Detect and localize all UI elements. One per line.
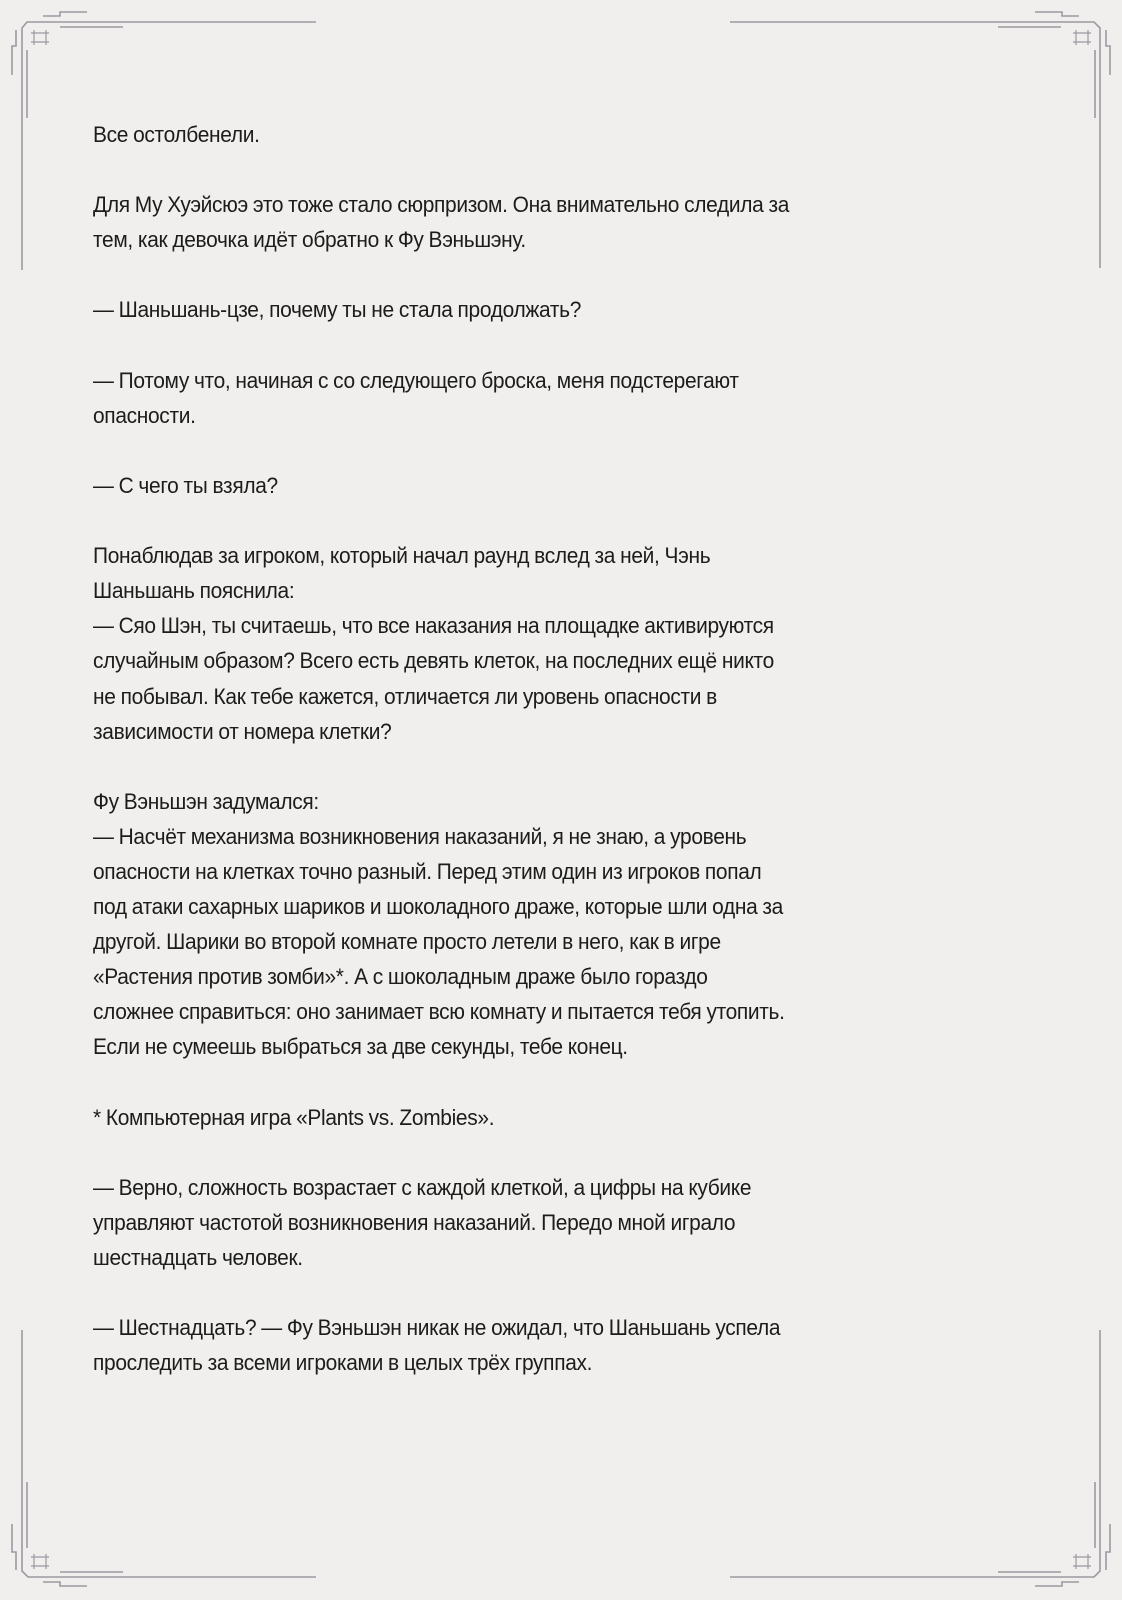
text-line: Понаблюдав за игроком, который начал раунд вслед за ней, Чэнь (93, 543, 711, 569)
paragraph (93, 538, 967, 749)
page-body-text (93, 117, 967, 1380)
square-glyph-icon (31, 1554, 49, 1569)
text-line: зависимости от номера клетки? (93, 718, 392, 744)
text-line: другой. Шарики во второй комнате просто летели в него, как в игре (93, 929, 721, 955)
square-glyph-icon (1073, 30, 1091, 45)
square-glyph-icon (31, 30, 49, 45)
text-line: Шаньшань пояснила: (93, 578, 295, 604)
footnote (93, 1100, 967, 1135)
text-line: — Шаньшань-цзе, почему ты не стала продолжать? (93, 297, 582, 323)
text-line: тем, как девочка идёт обратно к Фу Вэньшэну. (93, 227, 526, 253)
square-glyph-icon (1073, 1554, 1091, 1569)
text-line: случайным образом? Всего есть девять клеток, на последних ещё никто (93, 648, 774, 674)
text-line: проследить за всеми игроками в целых трёх группах. (93, 1350, 593, 1376)
text-line: — С чего ты взяла? (93, 472, 278, 498)
text-line: — Шестнадцать? — Фу Вэньшэн никак не ожидал, что Шаньшань успела (93, 1315, 781, 1341)
text-line: — Потому что, начиная с со следующего броска, меня подстерегают (93, 367, 739, 393)
text-line: Фу Вэньшэн задумался: (93, 788, 319, 814)
paragraph (93, 784, 967, 1065)
text-line: Если не сумеешь выбраться за две секунды, тебе конец. (93, 1034, 628, 1060)
dialogue-paragraph (93, 1170, 967, 1275)
text-line: Все остолбенели. (93, 122, 260, 147)
dialogue-paragraph (93, 1310, 967, 1380)
text-line: шестнадцать человек. (93, 1245, 303, 1270)
text-line: * Компьютерная игра «Plants vs. Zombies». (93, 1104, 495, 1130)
dialogue-paragraph (93, 363, 967, 433)
text-line: опасности на клетках точно разный. Перед этим один из игроков попал (93, 858, 762, 884)
text-line: — Верно, сложность возрастает с каждой клеткой, а цифры на кубике (93, 1174, 752, 1200)
text-line: — Насчёт механизма возникновения наказаний, я не знаю, а уровень (93, 823, 747, 849)
text-line: под атаки сахарных шариков и шоколадного драже, которые шли одна за (93, 894, 784, 920)
text-line: «Растения против зомби»*. А с шоколадным драже было гораздо (93, 964, 708, 990)
text-line: — Сяо Шэн, ты считаешь, что все наказания на площадке активируются (93, 613, 774, 639)
dialogue-paragraph (93, 292, 967, 327)
paragraph (93, 117, 967, 152)
text-line: сложнее справиться: оно занимает всю комнату и пытается тебя утопить. (93, 999, 785, 1025)
text-line: опасности. (93, 402, 196, 428)
text-line: не побывал. Как тебе кажется, отличается ли уровень опасности в (93, 683, 717, 709)
text-line: Для Му Хуэйсюэ это тоже стало сюрпризом. Она внимательно следила за (93, 192, 790, 218)
text-line: управляют частотой возникновения наказаний. Передо мной играло (93, 1209, 736, 1235)
paragraph (93, 187, 967, 257)
dialogue-paragraph (93, 468, 967, 503)
